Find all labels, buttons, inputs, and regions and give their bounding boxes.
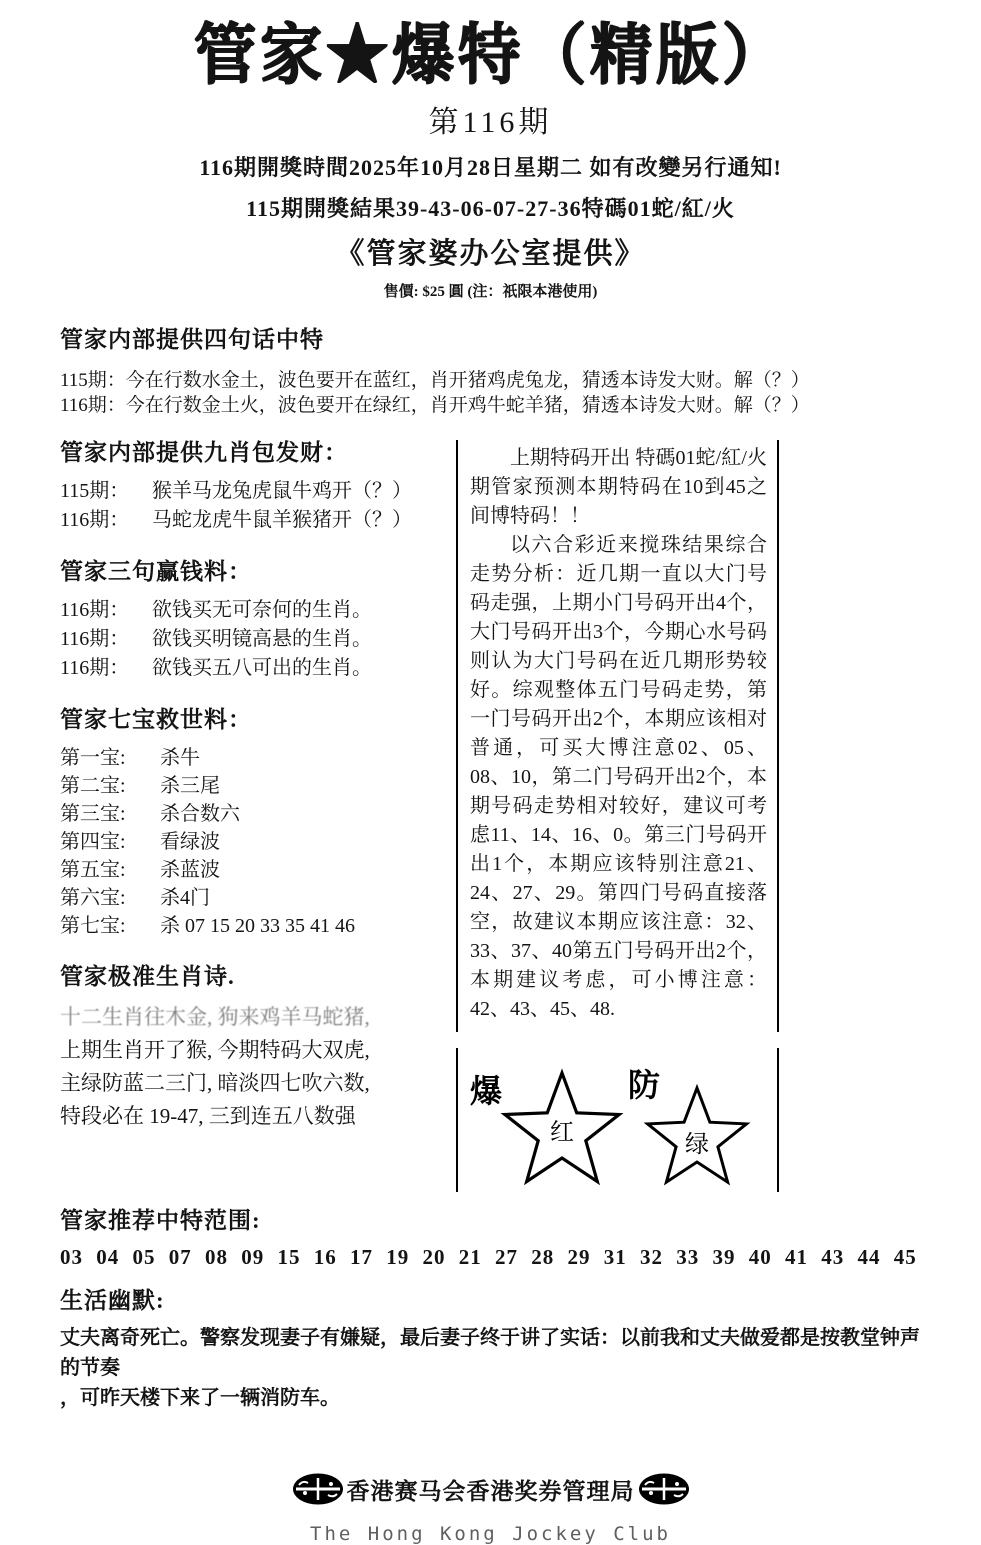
row-label: 第四宝:: [60, 831, 126, 854]
three-sentences-heading: 管家三句赢钱料：: [60, 559, 252, 585]
humor-heading: 生活幽默:: [60, 1288, 165, 1314]
jockey-club-logo-icon: [291, 1471, 345, 1507]
burst-red-guard-green-box: [456, 1048, 779, 1192]
zodiac-poem-heading: 管家极准生肖诗.: [60, 964, 235, 990]
footer-en-text: The Hong Kong Jockey Club: [310, 1523, 671, 1545]
treasure-row: [60, 828, 456, 856]
row-text: 猴羊马龙兔虎鼠牛鸡开（？）: [152, 480, 412, 503]
row-label: 第七宝:: [60, 915, 126, 938]
right-column: [456, 434, 779, 1192]
nine-zodiac-heading: 管家内部提供九肖包发财：: [60, 440, 348, 466]
section-four-sentences: [60, 321, 923, 418]
treasure-row: [60, 912, 456, 940]
row-text: 欲钱买五八可出的生肖。: [152, 657, 372, 680]
analysis-paragraph: 上期特码开出 特碼01蛇/紅/火期管家预测本期特码在10到45之间博特码！！: [470, 447, 767, 528]
tip-sheet-page: [0, 19, 981, 1545]
row-text: 杀4门: [160, 887, 210, 910]
recommend-numbers: 03 04 05 07 08 09 15 16 17 19 20 21 27 28 29 31 32 33 39 40 41 43 44 45: [60, 1245, 917, 1270]
footer: [0, 1471, 981, 1545]
section-recommend-range: [60, 1202, 923, 1270]
row-label: 第五宝:: [60, 859, 126, 882]
three-sentences-row: [60, 625, 456, 654]
humor-line: 丈夫离奇死亡。警察发现妻子有嫌疑，最后妻子终于讲了实话：以前我和丈夫做爱都是按教堂钟声的节奏: [60, 1327, 920, 1380]
row-text: 杀蓝波: [160, 859, 220, 882]
four-sentences-line: 115期：今在行数水金土，波色要开在蓝红，肖开猪鸡虎兔龙，猜透本诗发大财。解（？）: [60, 370, 810, 392]
treasure-row: [60, 800, 456, 828]
row-label: 第六宝:: [60, 887, 126, 910]
section-life-humor: [60, 1282, 923, 1413]
treasure-row: [60, 772, 456, 800]
row-label: 116期：: [60, 628, 130, 651]
four-sentences-heading: 管家内部提供四句话中特: [60, 327, 324, 353]
nine-zodiac-row: [60, 506, 456, 535]
poem-line: 主绿防蓝二三门, 暗淡四七吹六数,: [60, 1071, 370, 1096]
treasure-row: [60, 884, 456, 912]
section-seven-treasures: [60, 701, 456, 940]
provider-line: 《管家婆办公室提供》: [335, 238, 646, 271]
page-title: 管家★爆特（精版）: [193, 19, 788, 93]
poem-line: 特段必在 19-47, 三到连五八数强: [60, 1104, 356, 1129]
seven-treasures-heading: 管家七宝救世料：: [60, 707, 252, 733]
row-text: 杀 07 15 20 33 35 41 46: [160, 915, 355, 938]
treasure-row: [60, 744, 456, 772]
row-text: 看绿波: [160, 831, 220, 854]
row-label: 116期：: [60, 599, 130, 622]
section-nine-zodiac: [60, 434, 456, 535]
three-sentences-row: [60, 654, 456, 683]
four-sentences-line: 116期：今在行数金土火，波色要开在绿红，肖开鸡牛蛇羊猪，猜透本诗发大财。解（？）: [60, 395, 810, 417]
section-three-sentences: [60, 553, 456, 683]
recommend-heading: 管家推荐中特范围:: [60, 1208, 261, 1234]
red-char: 红: [550, 1120, 574, 1147]
draw-time-line: 116期開獎時間2025年10月28日星期二 如有改變另行通知!: [199, 155, 782, 181]
row-text: 欲钱买无可奈何的生肖。: [152, 599, 372, 622]
two-column-zone: [60, 434, 923, 1192]
green-char: 绿: [685, 1132, 709, 1159]
three-sentences-row: [60, 596, 456, 625]
last-result-line: 115期開獎結果39-43-06-07-27-36特碼01蛇/紅/火: [246, 196, 735, 222]
treasure-row: [60, 856, 456, 884]
row-label: 第二宝:: [60, 775, 126, 798]
section-zodiac-poem: [60, 958, 456, 1133]
row-label: 115期：: [60, 480, 130, 503]
row-text: 欲钱买明镜高悬的生肖。: [152, 628, 372, 651]
row-text: 杀三尾: [160, 775, 220, 798]
burst-label: 爆: [470, 1073, 503, 1110]
nine-zodiac-row: [60, 477, 456, 506]
row-label: 第三宝:: [60, 803, 126, 826]
row-label: 116期：: [60, 509, 130, 532]
row-label: 116期：: [60, 657, 130, 680]
row-label: 第一宝:: [60, 747, 126, 770]
left-column: [60, 434, 456, 1133]
trend-analysis-box: [456, 440, 779, 1032]
analysis-paragraph: 以六合彩近来搅珠结果综合走势分析：近几期一直以大门号码走强，上期小门号码开出4个，大门号码开出3个，今期心水号码则认为大门号码在近几期形势较好。综观整体五门号码走势，第一门号码开出2个，本期应该相对普通，可买大博注意02、05、08、10，第二门号码开出2个，本期号码走势相对较好，建议可考虑11、14、16、0。第三门号码开出1个，本期应该特别注意21、24、27、29。第四门号码直接落空，故建议本期应该注意：32、33、37、40第五门号码开出2个，本期建议考虑，可小博注意：42、43、45、48.: [470, 534, 767, 1021]
footer-cn-text: 香港赛马会香港奖券管理局: [346, 1478, 635, 1504]
stars-graphic: [462, 1050, 773, 1190]
poem-line: 上期生肖开了猴, 今期特码大双虎,: [60, 1038, 370, 1063]
price-line: 售價: $25 圓 (注：祇限本港使用): [383, 284, 598, 301]
guard-label: 防: [628, 1067, 661, 1104]
humor-line: ，可昨天楼下来了一辆消防车。: [60, 1387, 340, 1410]
row-text: 杀牛: [160, 747, 200, 770]
row-text: 杀合数六: [160, 803, 240, 826]
issue-number: 第116期: [428, 106, 553, 140]
poem-line: 十二生肖往木金, 狗来鸡羊马蛇猪,: [60, 1005, 370, 1030]
row-text: 马蛇龙虎牛鼠羊猴猪开（？）: [152, 509, 412, 532]
jockey-club-logo-icon: [637, 1471, 691, 1507]
